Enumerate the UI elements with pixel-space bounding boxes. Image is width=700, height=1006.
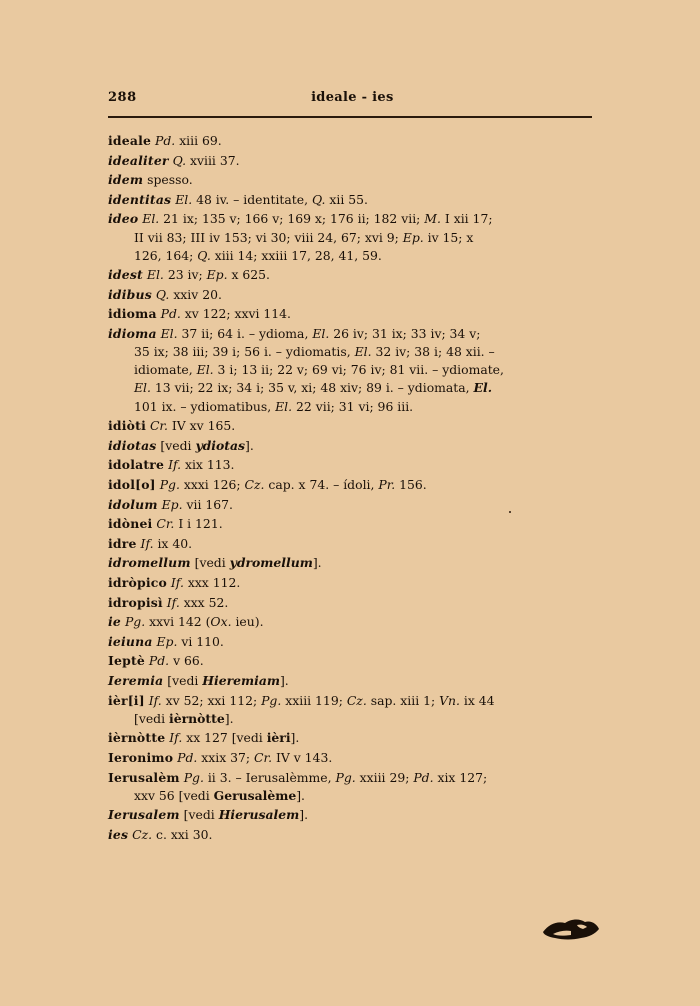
entry-text: Ep. <box>402 229 424 245</box>
entry-text: ieu). <box>231 614 264 630</box>
entry-text: IV v 143. <box>272 750 333 765</box>
folio-number: 288 <box>108 90 137 105</box>
entry-text: 126, 164; <box>134 247 198 263</box>
entry-headword: idolatre <box>108 457 165 473</box>
entry-headword: Ierusalem <box>108 807 180 823</box>
entry-headword: ièrnòtte <box>108 730 166 746</box>
entry-headword: idealiter <box>108 152 169 168</box>
entry-headword: idromellum <box>108 555 191 571</box>
entry-text: Cr. <box>149 418 168 434</box>
dictionary-entry <box>108 826 598 844</box>
entry-text: ydiotas <box>195 437 246 453</box>
entry-headword: idropisì <box>108 594 163 610</box>
entry-text: Ep. <box>206 267 228 283</box>
entry-headword: ies <box>108 826 129 842</box>
entry-text: xxxi 126; <box>179 476 245 492</box>
entry-text: Hieremiam <box>202 673 280 689</box>
entry-text: x 625. <box>227 267 270 283</box>
entry-headword: idiotas <box>108 437 157 453</box>
entry-text: El. <box>196 362 214 378</box>
dictionary-entry <box>108 574 598 592</box>
dictionary-entry <box>108 613 598 631</box>
entry-text: El. <box>134 380 151 396</box>
entry-text: ]. <box>245 437 254 453</box>
entry-text: Pd. <box>155 133 176 148</box>
entry-text: Pg. <box>261 692 282 708</box>
entry-text: 48 iv. – identitate, <box>192 191 312 207</box>
entry-headword: idolum <box>108 496 158 512</box>
header-rule <box>108 116 592 118</box>
dictionary-entry <box>108 535 598 553</box>
entry-text: El. <box>175 191 193 207</box>
entry-text: Hierusalem <box>218 807 300 823</box>
entry-text: Vn. <box>439 692 460 708</box>
entry-text: xx 127 [vedi <box>182 730 267 746</box>
dictionary-entry <box>108 325 598 416</box>
dictionary-entry <box>108 191 598 209</box>
entry-text: Pd. <box>148 653 170 669</box>
entry-text: El. <box>312 326 330 342</box>
entry-headword: idre <box>108 535 137 551</box>
entry-text: ix 44 <box>459 692 495 708</box>
entry-list <box>108 132 598 846</box>
entry-text: xxiv 20. <box>169 286 222 302</box>
entry-text: 26 iv; 31 ix; 33 iv; 34 v; <box>329 326 481 342</box>
ink-blot <box>541 916 601 942</box>
dictionary-entry <box>108 496 598 514</box>
entry-text: If. <box>140 535 154 551</box>
entry-text: idiomate, <box>134 362 197 378</box>
entry-text: Q. <box>172 152 187 168</box>
dictionary-entry <box>108 672 598 690</box>
entry-text: [vedi <box>163 673 203 689</box>
entry-text: cap. x 74. – ídoli, <box>264 476 379 492</box>
entry-headword: ideale <box>108 133 152 148</box>
entry-text: 32 iv; 38 i; 48 xii. – <box>371 344 495 360</box>
dictionary-entry <box>108 476 598 494</box>
entry-text: Q. <box>312 191 326 207</box>
dictionary-entry <box>108 692 598 728</box>
entry-text: [vedi <box>190 555 230 571</box>
entry-text: Ox. <box>210 614 232 630</box>
entry-text: ]. <box>312 555 322 571</box>
dictionary-entry <box>108 286 598 304</box>
entry-text: Q. <box>155 286 170 302</box>
dictionary-entry <box>108 515 598 533</box>
entry-text: Q. <box>197 247 211 263</box>
entry-text: 101 ix. – ydiomatibus, <box>134 398 276 414</box>
entry-text: [vedi <box>179 807 219 823</box>
entry-text: v 66. <box>169 653 204 669</box>
dictionary-entry <box>108 769 598 805</box>
running-head: ideale - ies <box>311 90 394 105</box>
entry-headword: idròpico <box>108 575 167 591</box>
ink-dot <box>509 511 511 513</box>
entry-text: ièri <box>266 730 291 746</box>
entry-text: xxv 56 [vedi <box>134 787 214 803</box>
dictionary-entry <box>108 749 598 767</box>
entry-text: ]. <box>296 787 305 803</box>
dictionary-entry <box>108 554 598 572</box>
entry-headword: ie <box>108 614 121 630</box>
dictionary-entry <box>108 171 598 189</box>
entry-text: xiii 14; xxiii 17, 28, 41, 59. <box>210 247 382 263</box>
entry-text: ii 3. – Ierusalèmme, <box>203 769 336 785</box>
entry-text: xv 122; xxvi 114. <box>180 306 291 322</box>
entry-text: xxix 37; <box>197 750 255 765</box>
entry-text: vi 110. <box>177 633 224 649</box>
entry-headword: idioma <box>108 326 157 342</box>
entry-text: El. <box>160 326 178 342</box>
entry-headword: ideo <box>108 211 139 227</box>
entry-text: Cz. <box>346 692 367 708</box>
entry-headword: Ierusalèm <box>108 769 180 785</box>
entry-text: I xii 17; <box>440 211 493 227</box>
entry-headword: ièr[i] <box>108 692 145 708</box>
entry-text: xxx 52. <box>179 594 229 610</box>
entry-text: vii 167. <box>182 496 233 512</box>
entry-text: M. <box>424 211 441 227</box>
entry-text: Pg. <box>183 769 204 785</box>
entry-text: If. <box>148 692 162 708</box>
entry-text: IV xv 165. <box>167 418 236 434</box>
entry-text: El. <box>146 267 164 283</box>
entry-headword: idònei <box>108 516 153 532</box>
entry-text: 156. <box>395 476 427 492</box>
entry-headword: identitas <box>108 191 172 207</box>
dictionary-entry <box>108 152 598 170</box>
dictionary-entry <box>108 417 598 435</box>
entry-text: 37 ii; 64 i. – ydioma, <box>177 326 313 342</box>
entry-headword: Ieronimo <box>108 750 174 765</box>
entry-text: Ep. <box>161 496 183 512</box>
entry-headword: idol[o] <box>108 476 156 492</box>
entry-headword: idibus <box>108 286 152 302</box>
entry-text: Ep. <box>156 633 178 649</box>
entry-text: c. xxi 30. <box>152 826 213 842</box>
entry-text: I i 121. <box>174 516 223 532</box>
entry-text: ièrnòtte <box>169 710 225 726</box>
entry-headword: idest <box>108 267 143 283</box>
entry-text: xviii 37. <box>186 152 240 168</box>
entry-text: spesso. <box>143 172 193 188</box>
entry-text: Pd. <box>177 750 198 765</box>
entry-text: ]. <box>299 807 309 823</box>
entry-text: xxiii 29; <box>355 769 414 785</box>
entry-text: ]. <box>224 710 234 726</box>
entry-text: Cz. <box>244 476 265 492</box>
entry-text: Cr. <box>156 516 175 532</box>
page-header <box>108 90 592 105</box>
dictionary-entry <box>108 633 598 651</box>
entry-text: ydromellum <box>229 555 313 571</box>
dictionary-entry <box>108 652 598 670</box>
entry-text: xiii 69. <box>175 133 222 148</box>
entry-text: xxvi 142 ( <box>145 614 211 630</box>
entry-text: El. <box>142 211 160 227</box>
entry-text: El. <box>275 398 293 414</box>
entry-text: If. <box>168 457 182 473</box>
entry-text: Pg. <box>124 614 146 630</box>
entry-text: ]. <box>279 673 289 689</box>
entry-text: 13 vii; 22 ix; 34 i; 35 v, xi; 48 xiv; 89 i. – ydiomata, <box>150 380 474 396</box>
dictionary-entry <box>108 305 598 323</box>
entry-text: iv 15; x <box>423 229 474 245</box>
entry-text: If. <box>169 730 183 746</box>
entry-text: If. <box>166 594 180 610</box>
entry-text: II vii 83; III iv 153; vi 30; viii 24, 67; xvi 9; <box>134 229 403 245</box>
dictionary-entry <box>108 729 598 747</box>
entry-text: xv 52; xxi 112; <box>161 692 262 708</box>
entry-text: 23 iv; <box>163 267 207 283</box>
entry-text: Pg. <box>335 769 356 785</box>
entry-text: xix 113. <box>181 457 235 473</box>
entry-text: If. <box>170 575 184 591</box>
entry-text: Pg. <box>159 476 180 492</box>
entry-text: 3 i; 13 ii; 22 v; 69 vi; 76 iv; 81 vii. – ydiomate, <box>213 362 504 378</box>
entry-text: 35 ix; 38 iii; 39 i; 56 i. – ydiomatis, <box>134 344 355 360</box>
dictionary-entry <box>108 437 598 455</box>
entry-text: El. <box>354 344 372 360</box>
entry-headword: Ieremia <box>108 673 164 689</box>
entry-text: xii 55. <box>325 191 368 207</box>
entry-text: Pr. <box>378 476 396 492</box>
dictionary-entry <box>108 806 598 824</box>
entry-headword: ieiuna <box>108 633 153 649</box>
entry-headword: Ieptè <box>108 653 145 669</box>
dictionary-entry <box>108 210 598 264</box>
entry-headword: idioma <box>108 306 157 322</box>
entry-text: ix 40. <box>153 535 193 551</box>
entry-text: ]. <box>290 730 300 746</box>
entry-headword: idem <box>108 172 144 188</box>
entry-text: Gerusalème <box>213 787 297 803</box>
dictionary-entry <box>108 266 598 284</box>
entry-text: [vedi <box>156 437 196 453</box>
entry-text: 21 ix; 135 v; 166 v; 169 x; 176 ii; 182 vii; <box>159 211 425 227</box>
entry-text: Cz. <box>132 826 153 842</box>
dictionary-entry <box>108 456 598 474</box>
entry-text: xxiii 119; <box>281 692 347 708</box>
entry-text: xix 127; <box>433 769 488 785</box>
entry-text: sap. xiii 1; <box>366 692 440 708</box>
entry-text: Pd. <box>413 769 434 785</box>
entry-text: [vedi <box>134 710 169 726</box>
entry-text: 22 vii; 31 vi; 96 iii. <box>292 398 414 414</box>
entry-text: xxx 112. <box>183 575 241 591</box>
entry-headword: idiòti <box>108 418 146 434</box>
entry-text: El. <box>473 380 493 396</box>
dictionary-entry <box>108 132 598 150</box>
entry-text: Pd. <box>160 306 181 322</box>
entry-text: Cr. <box>254 750 273 765</box>
dictionary-entry <box>108 594 598 612</box>
